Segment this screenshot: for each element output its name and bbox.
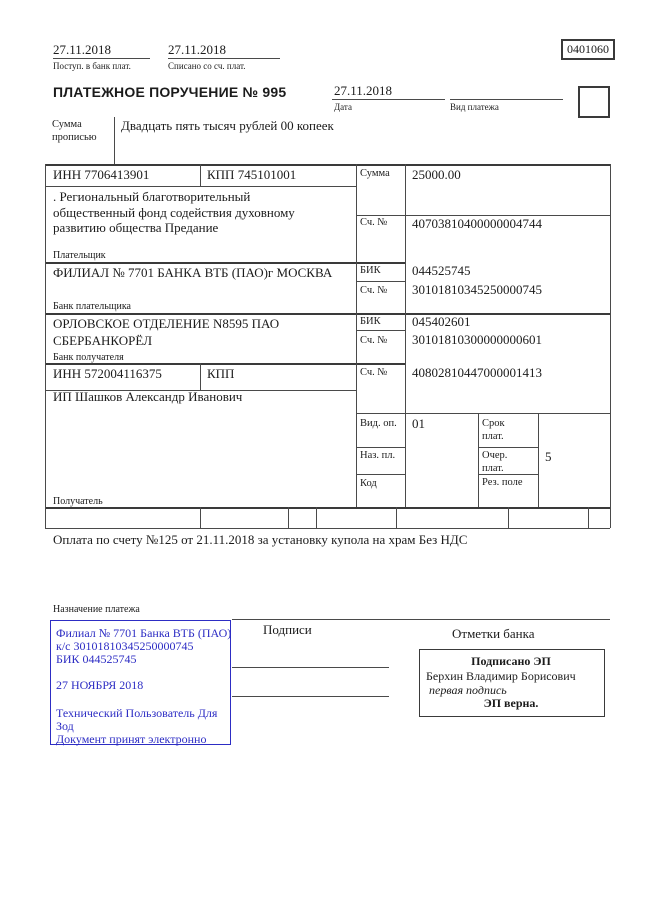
received-date: 27.11.2018 — [53, 42, 112, 57]
amount-words-value: Двадцать пять тысяч рублей 00 копеек — [121, 118, 334, 133]
payer-inn: ИНН 7706413901 — [53, 167, 150, 182]
line-under-due-date — [478, 447, 538, 448]
payer-bank-bik-label: БИК — [360, 265, 381, 276]
payee-bank-name: ОРЛОВСКОЕ ОТДЕЛЕНИЕ N8595 ПАО СБЕРБАНКОРЁЛ — [53, 316, 280, 348]
label-column-left-border — [356, 164, 357, 507]
payee-bank-bik-value: 045402601 — [412, 314, 471, 329]
payer-kpp: КПП 745101001 — [207, 167, 297, 182]
payer-bank-account-label: Сч. № — [360, 285, 388, 296]
line-under-op-kind — [356, 447, 405, 448]
debited-date-label: Списано со сч. плат. — [168, 61, 246, 71]
op-kind-value: 01 — [412, 416, 425, 431]
payee-bank-account-label: Сч. № — [360, 335, 388, 346]
bank-marks-title: Отметки банка — [452, 626, 535, 641]
label-column-right-border — [405, 164, 406, 507]
payer-bank-name: ФИЛИАЛ № 7701 БАНКА ВТБ (ПАО)г МОСКВА — [53, 265, 333, 280]
blue-stamp-bik: БИК 044525745 — [56, 652, 137, 666]
payment-kind-label: Вид платежа — [450, 102, 499, 112]
amount-words-divider — [114, 117, 115, 164]
payee-bank-label: Банк получателя — [53, 352, 124, 363]
grid-line — [288, 507, 289, 528]
due-column-right-border — [538, 413, 539, 507]
purpose-text: Оплата по счету №125 от 21.11.2018 за установку купола на храм Без НДС — [53, 532, 468, 547]
table-left-border — [45, 164, 46, 528]
payee-bank-account-value: 30101810300000000601 — [412, 332, 542, 347]
payee-account-value: 40802810447000001413 — [412, 365, 542, 380]
blue-stamp-date: 27 НОЯБРЯ 2018 — [56, 678, 144, 692]
payee-inn: ИНН 572004116375 — [53, 366, 162, 381]
grid-line — [396, 507, 397, 528]
date-underline — [332, 99, 445, 100]
payer-name: . Региональный благотворительный общественный фонд содействия духовному развитию общества Предание — [53, 189, 295, 235]
blue-stamp-user-line1: Технический Пользователь Для — [56, 706, 218, 720]
line-under-payer-inn — [45, 186, 356, 187]
payer-account-value: 40703810400000004744 — [412, 216, 542, 231]
status-checkbox — [578, 86, 610, 118]
line-payee-section — [45, 507, 610, 509]
due-date-label: Срок плат. — [482, 418, 505, 442]
date-label: Дата — [334, 102, 352, 112]
grid-line — [508, 507, 509, 528]
payer-label: Плательщик — [53, 250, 106, 261]
purpose-code-label: Наз. пл. — [360, 450, 396, 461]
line-payer-bank-section — [45, 313, 610, 315]
grid-line — [200, 507, 201, 528]
code-label: Код — [360, 478, 377, 489]
document-date: 27.11.2018 — [334, 83, 393, 98]
line-under-bik1 — [356, 281, 405, 282]
debited-date-underline — [168, 58, 280, 59]
amount-words-label: Сумма прописью — [52, 119, 97, 143]
line-budget-row-bottom — [45, 528, 610, 529]
ep-stamp-valid-label: ЭП верна. — [483, 696, 539, 710]
line-under-purpose-code — [356, 474, 405, 475]
sum-value: 25000.00 — [412, 167, 461, 182]
line-under-bik2 — [356, 330, 405, 331]
grid-line — [588, 507, 589, 528]
blue-stamp-user-line2: Зод — [56, 719, 74, 733]
payer-bank-label: Банк плательщика — [53, 301, 131, 312]
line-payer-section — [45, 262, 405, 264]
signature-line-2 — [232, 696, 389, 697]
payee-label: Получатель — [53, 496, 103, 507]
line-table-top — [45, 164, 610, 166]
payer-account-label: Сч. № — [360, 217, 388, 228]
blue-stamp-bank-name: Филиал № 7701 Банка ВТБ (ПАО) — [56, 626, 232, 640]
purpose-label: Назначение платежа — [53, 604, 140, 615]
signatures-title: Подписи — [263, 622, 312, 637]
payment-kind-underline — [450, 99, 563, 100]
divider-payer-inn-kpp — [200, 164, 201, 186]
due-column-left-border — [478, 413, 479, 507]
payee-kpp-label: КПП — [207, 366, 235, 381]
ep-stamp-signed-label: Подписано ЭП — [471, 654, 551, 668]
blue-stamp-corr-account: к/с 30101810345250000745 — [56, 639, 194, 653]
form-code-box: 0401060 — [561, 39, 615, 60]
payee-name: ИП Шашков Александр Иванович — [53, 389, 243, 404]
signature-line-1 — [232, 667, 389, 668]
priority-value: 5 — [545, 449, 552, 464]
payee-bank-bik-label: БИК — [360, 316, 381, 327]
line-op-section-top — [356, 413, 610, 414]
received-date-underline — [53, 58, 150, 59]
debited-date: 27.11.2018 — [168, 42, 227, 57]
document-title: ПЛАТЕЖНОЕ ПОРУЧЕНИЕ № 995 — [53, 84, 287, 100]
sum-label: Сумма — [360, 168, 390, 179]
ep-stamp-first-signature: первая подпись — [429, 683, 507, 697]
grid-line — [316, 507, 317, 528]
received-date-label: Поступ. в банк плат. — [53, 61, 131, 71]
divider-payee-inn-kpp — [200, 363, 201, 390]
payer-bank-bik-value: 044525745 — [412, 263, 471, 278]
blue-stamp-accepted: Документ принят электронно — [56, 732, 207, 746]
reserve-field-label: Рез. поле — [482, 477, 523, 488]
table-right-border — [610, 164, 611, 528]
ep-stamp-signer-name: Берхин Владимир Борисович — [426, 669, 576, 683]
op-kind-label: Вид. оп. — [360, 418, 397, 429]
signatures-section-top-line — [232, 619, 610, 620]
payee-account-label: Сч. № — [360, 367, 388, 378]
priority-label: Очер. плат. — [482, 450, 508, 474]
payer-bank-account-value: 30101810345250000745 — [412, 282, 542, 297]
